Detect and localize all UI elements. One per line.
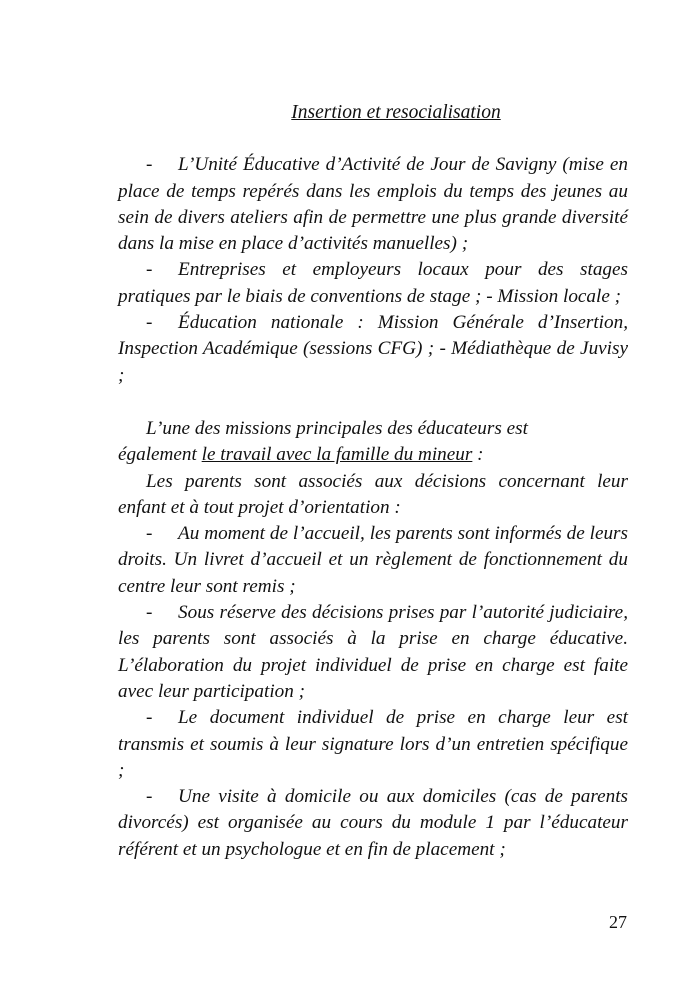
list-item-text: Une visite à domicile ou aux domiciles (cas de parents divorcés) est organisée au cours du module 1 par l’éducateur référent et un psychologue et en fin de placement ; (118, 786, 628, 860)
bullet-dash: - (146, 523, 153, 545)
document-body (118, 100, 628, 863)
family-intro-line: L’une des missions principales des éducateurs est (146, 417, 528, 439)
paragraph-spacer (118, 389, 628, 416)
family-intro-suffix: : (472, 444, 484, 466)
list-item-text: Le document individuel de prise en charge leur est transmis et soumis à leur signature lors d’un entretien spécifique ; (118, 707, 628, 781)
parents-intro: Les parents sont associés aux décisions concernant leur enfant et à tout projet d’orientation : (118, 470, 628, 518)
list-item (118, 257, 628, 310)
family-list (118, 521, 628, 863)
list-item-text: Sous réserve des décisions prises par l’autorité judiciaire, les parents sont associés à la prise en charge éducative. L’élaboration du projet individuel de prise en charge est faite avec leur participation ; (118, 602, 628, 702)
family-intro-prefix: également (118, 444, 202, 466)
bullet-dash: - (146, 154, 153, 176)
list-item (118, 705, 628, 784)
bullet-dash: - (146, 259, 153, 281)
list-item (118, 784, 628, 863)
partners-list (118, 152, 628, 389)
list-item-text: Entreprises et employeurs locaux pour des stages pratiques par le biais de conventions de stage ; - Mission locale ; (118, 259, 628, 307)
list-item (118, 152, 628, 257)
family-work-underlined: le travail avec la famille du mineur (201, 444, 473, 466)
list-item (118, 310, 628, 389)
family-intro-continuation (118, 442, 628, 468)
bullet-dash: - (146, 786, 153, 808)
list-item (118, 600, 628, 705)
list-item-text: Éducation nationale : Mission Générale d’Insertion, Inspection Académique (sessions CFG) ; - Médiathèque de Juvisy ; (118, 312, 628, 386)
bullet-dash: - (146, 602, 153, 624)
section-title: Insertion et resocialisation (291, 102, 501, 123)
list-item-text: Au moment de l’accueil, les parents sont informés de leurs droits. Un livret d’accueil et un règlement de fonctionnement du centre leur sont remis ; (118, 523, 628, 597)
list-item-text: L’Unité Éducative d’Activité de Jour de Savigny (mise en place de temps repérés dans les emplois du temps des jeunes au sein de divers ateliers afin de permettre une plus grande diversité dans la mise en place d’activités manuelles) ; (118, 154, 628, 255)
list-item (118, 521, 628, 600)
bullet-dash: - (146, 707, 153, 729)
page-number: 27 (609, 912, 627, 932)
bullet-dash: - (146, 312, 153, 334)
